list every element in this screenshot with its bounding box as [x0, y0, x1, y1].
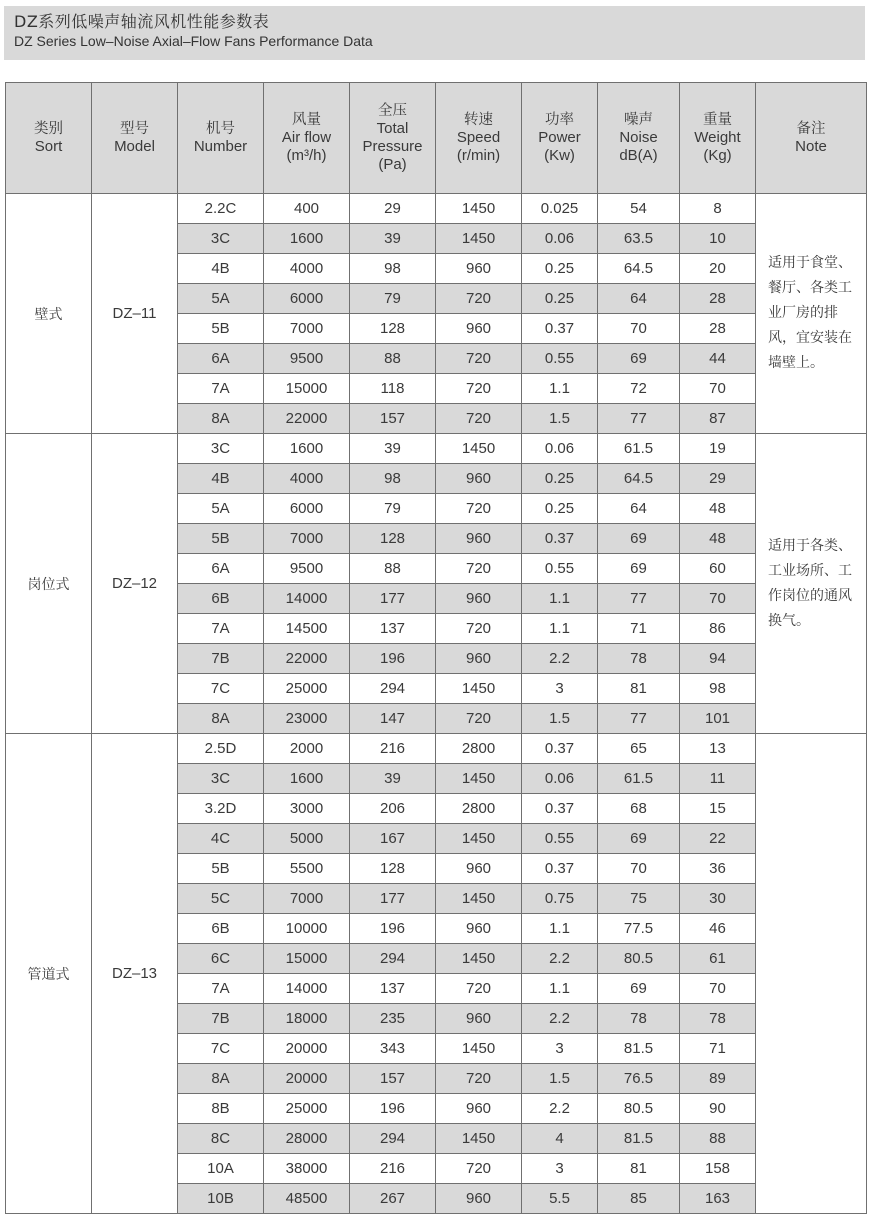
cell-speed: 1450	[436, 674, 522, 704]
cell-number: 5A	[178, 284, 264, 314]
header-model: 型号 Model	[92, 83, 178, 194]
cell-pressure: 39	[350, 764, 436, 794]
cell-power: 0.55	[522, 554, 598, 584]
cell-speed: 720	[436, 404, 522, 434]
cell-speed: 720	[436, 1064, 522, 1094]
cell-weight: 22	[680, 824, 756, 854]
cell-noise: 64.5	[598, 254, 680, 284]
cell-weight: 28	[680, 314, 756, 344]
cell-noise: 64.5	[598, 464, 680, 494]
cell-model: DZ–12	[92, 434, 178, 734]
cell-pressure: 206	[350, 794, 436, 824]
cell-noise: 70	[598, 314, 680, 344]
cell-speed: 1450	[436, 944, 522, 974]
cell-speed: 1450	[436, 764, 522, 794]
cell-pressure: 157	[350, 1064, 436, 1094]
cell-sort: 管道式	[6, 734, 92, 1214]
cell-noise: 69	[598, 554, 680, 584]
cell-number: 5B	[178, 524, 264, 554]
cell-airflow: 9500	[264, 344, 350, 374]
cell-speed: 960	[436, 1004, 522, 1034]
cell-pressure: 137	[350, 614, 436, 644]
cell-pressure: 137	[350, 974, 436, 1004]
cell-number: 7A	[178, 974, 264, 1004]
cell-airflow: 6000	[264, 494, 350, 524]
cell-noise: 77	[598, 704, 680, 734]
cell-noise: 69	[598, 974, 680, 1004]
cell-number: 10A	[178, 1154, 264, 1184]
cell-pressure: 196	[350, 644, 436, 674]
cell-speed: 1450	[436, 434, 522, 464]
cell-pressure: 88	[350, 554, 436, 584]
cell-airflow: 14000	[264, 584, 350, 614]
cell-airflow: 10000	[264, 914, 350, 944]
header-noise: 噪声 Noise dB(A)	[598, 83, 680, 194]
cell-power: 4	[522, 1124, 598, 1154]
cell-weight: 158	[680, 1154, 756, 1184]
cell-pressure: 147	[350, 704, 436, 734]
cell-pressure: 128	[350, 524, 436, 554]
cell-number: 7A	[178, 374, 264, 404]
cell-weight: 70	[680, 584, 756, 614]
cell-pressure: 29	[350, 194, 436, 224]
cell-weight: 46	[680, 914, 756, 944]
cell-speed: 720	[436, 344, 522, 374]
cell-noise: 69	[598, 524, 680, 554]
cell-speed: 960	[436, 644, 522, 674]
cell-power: 1.5	[522, 404, 598, 434]
cell-speed: 1450	[436, 884, 522, 914]
cell-power: 0.25	[522, 284, 598, 314]
cell-speed: 720	[436, 704, 522, 734]
cell-pressure: 39	[350, 224, 436, 254]
cell-weight: 13	[680, 734, 756, 764]
cell-pressure: 98	[350, 464, 436, 494]
cell-pressure: 79	[350, 284, 436, 314]
cell-number: 7B	[178, 644, 264, 674]
cell-speed: 1450	[436, 824, 522, 854]
cell-power: 0.55	[522, 344, 598, 374]
cell-speed: 720	[436, 614, 522, 644]
cell-weight: 28	[680, 284, 756, 314]
cell-note: 适用于食堂、餐厅、各类工业厂房的排风，宜安装在墙壁上。	[756, 194, 867, 434]
cell-power: 1.5	[522, 704, 598, 734]
cell-model: DZ–13	[92, 734, 178, 1214]
cell-speed: 960	[436, 524, 522, 554]
cell-speed: 2800	[436, 734, 522, 764]
cell-speed: 720	[436, 494, 522, 524]
cell-power: 2.2	[522, 944, 598, 974]
cell-power: 0.37	[522, 734, 598, 764]
cell-weight: 89	[680, 1064, 756, 1094]
cell-note: 适用于各类、工业场所、工作岗位的通风换气。	[756, 434, 867, 734]
cell-weight: 30	[680, 884, 756, 914]
cell-number: 3C	[178, 764, 264, 794]
performance-table	[5, 82, 867, 1214]
cell-pressure: 157	[350, 404, 436, 434]
cell-number: 6B	[178, 914, 264, 944]
cell-weight: 70	[680, 974, 756, 1004]
cell-noise: 71	[598, 614, 680, 644]
cell-number: 10B	[178, 1184, 264, 1214]
header-speed: 转速 Speed (r/min)	[436, 83, 522, 194]
cell-pressure: 216	[350, 734, 436, 764]
cell-weight: 20	[680, 254, 756, 284]
cell-number: 5A	[178, 494, 264, 524]
cell-number: 2.2C	[178, 194, 264, 224]
cell-noise: 69	[598, 344, 680, 374]
cell-weight: 44	[680, 344, 756, 374]
cell-pressure: 177	[350, 584, 436, 614]
cell-speed: 960	[436, 584, 522, 614]
cell-noise: 81	[598, 674, 680, 704]
cell-airflow: 7000	[264, 524, 350, 554]
cell-number: 5B	[178, 854, 264, 884]
cell-noise: 63.5	[598, 224, 680, 254]
cell-weight: 163	[680, 1184, 756, 1214]
cell-pressure: 196	[350, 914, 436, 944]
cell-pressure: 216	[350, 1154, 436, 1184]
cell-weight: 78	[680, 1004, 756, 1034]
cell-speed: 720	[436, 974, 522, 1004]
cell-speed: 720	[436, 374, 522, 404]
cell-sort: 岗位式	[6, 434, 92, 734]
title-english: DZ Series Low–Noise Axial–Flow Fans Performance Data	[14, 33, 373, 49]
header-pressure: 全压 Total Pressure (Pa)	[350, 83, 436, 194]
cell-airflow: 400	[264, 194, 350, 224]
cell-noise: 64	[598, 284, 680, 314]
cell-airflow: 9500	[264, 554, 350, 584]
cell-airflow: 2000	[264, 734, 350, 764]
cell-number: 3.2D	[178, 794, 264, 824]
cell-weight: 87	[680, 404, 756, 434]
cell-noise: 81	[598, 1154, 680, 1184]
cell-noise: 54	[598, 194, 680, 224]
cell-note	[756, 734, 867, 1214]
cell-pressure: 267	[350, 1184, 436, 1214]
cell-power: 5.5	[522, 1184, 598, 1214]
cell-speed: 1450	[436, 1034, 522, 1064]
cell-weight: 11	[680, 764, 756, 794]
cell-speed: 960	[436, 854, 522, 884]
cell-airflow: 28000	[264, 1124, 350, 1154]
cell-power: 2.2	[522, 1094, 598, 1124]
cell-airflow: 20000	[264, 1034, 350, 1064]
cell-power: 2.2	[522, 1004, 598, 1034]
cell-power: 3	[522, 1154, 598, 1184]
cell-noise: 65	[598, 734, 680, 764]
cell-airflow: 1600	[264, 224, 350, 254]
cell-noise: 64	[598, 494, 680, 524]
cell-airflow: 14000	[264, 974, 350, 1004]
cell-weight: 101	[680, 704, 756, 734]
cell-number: 8C	[178, 1124, 264, 1154]
header-power: 功率 Power (Kw)	[522, 83, 598, 194]
cell-number: 7C	[178, 1034, 264, 1064]
header-number: 机号 Number	[178, 83, 264, 194]
cell-pressure: 235	[350, 1004, 436, 1034]
cell-pressure: 294	[350, 674, 436, 704]
cell-weight: 19	[680, 434, 756, 464]
cell-number: 4C	[178, 824, 264, 854]
cell-noise: 70	[598, 854, 680, 884]
cell-power: 0.06	[522, 764, 598, 794]
cell-airflow: 23000	[264, 704, 350, 734]
header-airflow: 风量 Air flow (m³/h)	[264, 83, 350, 194]
cell-noise: 77	[598, 584, 680, 614]
cell-model: DZ–11	[92, 194, 178, 434]
cell-power: 0.06	[522, 224, 598, 254]
cell-power: 0.37	[522, 854, 598, 884]
cell-noise: 61.5	[598, 434, 680, 464]
cell-pressure: 88	[350, 344, 436, 374]
cell-airflow: 1600	[264, 434, 350, 464]
cell-weight: 60	[680, 554, 756, 584]
cell-noise: 61.5	[598, 764, 680, 794]
cell-pressure: 167	[350, 824, 436, 854]
header-weight: 重量 Weight (Kg)	[680, 83, 756, 194]
cell-weight: 90	[680, 1094, 756, 1124]
cell-speed: 720	[436, 284, 522, 314]
cell-number: 8A	[178, 1064, 264, 1094]
cell-airflow: 22000	[264, 404, 350, 434]
cell-power: 1.1	[522, 584, 598, 614]
cell-speed: 1450	[436, 1124, 522, 1154]
cell-number: 6A	[178, 344, 264, 374]
cell-number: 2.5D	[178, 734, 264, 764]
cell-pressure: 118	[350, 374, 436, 404]
cell-weight: 10	[680, 224, 756, 254]
cell-noise: 77.5	[598, 914, 680, 944]
header-row	[6, 83, 867, 194]
cell-weight: 61	[680, 944, 756, 974]
cell-weight: 98	[680, 674, 756, 704]
cell-noise: 77	[598, 404, 680, 434]
cell-airflow: 48500	[264, 1184, 350, 1214]
cell-airflow: 38000	[264, 1154, 350, 1184]
cell-power: 1.5	[522, 1064, 598, 1094]
cell-noise: 78	[598, 644, 680, 674]
cell-airflow: 25000	[264, 674, 350, 704]
cell-pressure: 98	[350, 254, 436, 284]
cell-airflow: 14500	[264, 614, 350, 644]
cell-weight: 8	[680, 194, 756, 224]
cell-power: 1.1	[522, 974, 598, 1004]
cell-pressure: 294	[350, 1124, 436, 1154]
header-note: 备注 Note	[756, 83, 867, 194]
cell-weight: 94	[680, 644, 756, 674]
cell-power: 0.25	[522, 464, 598, 494]
cell-airflow: 4000	[264, 464, 350, 494]
cell-airflow: 1600	[264, 764, 350, 794]
cell-noise: 69	[598, 824, 680, 854]
cell-power: 0.75	[522, 884, 598, 914]
cell-number: 3C	[178, 434, 264, 464]
cell-speed: 2800	[436, 794, 522, 824]
cell-power: 3	[522, 674, 598, 704]
cell-speed: 1450	[436, 194, 522, 224]
cell-weight: 70	[680, 374, 756, 404]
cell-number: 8A	[178, 404, 264, 434]
cell-speed: 720	[436, 1154, 522, 1184]
cell-power: 0.06	[522, 434, 598, 464]
cell-noise: 78	[598, 1004, 680, 1034]
cell-airflow: 15000	[264, 374, 350, 404]
cell-noise: 81.5	[598, 1034, 680, 1064]
cell-number: 8B	[178, 1094, 264, 1124]
cell-number: 5C	[178, 884, 264, 914]
cell-speed: 1450	[436, 224, 522, 254]
table-row	[6, 734, 867, 764]
cell-number: 3C	[178, 224, 264, 254]
cell-power: 3	[522, 1034, 598, 1064]
cell-pressure: 128	[350, 854, 436, 884]
cell-sort: 壁式	[6, 194, 92, 434]
cell-airflow: 3000	[264, 794, 350, 824]
cell-speed: 960	[436, 914, 522, 944]
cell-speed: 960	[436, 1184, 522, 1214]
cell-speed: 960	[436, 254, 522, 284]
cell-airflow: 5000	[264, 824, 350, 854]
cell-number: 7A	[178, 614, 264, 644]
cell-weight: 86	[680, 614, 756, 644]
header-sort: 类别 Sort	[6, 83, 92, 194]
cell-airflow: 15000	[264, 944, 350, 974]
cell-number: 7C	[178, 674, 264, 704]
cell-weight: 48	[680, 524, 756, 554]
cell-noise: 76.5	[598, 1064, 680, 1094]
cell-airflow: 4000	[264, 254, 350, 284]
cell-weight: 36	[680, 854, 756, 884]
cell-number: 6B	[178, 584, 264, 614]
title-bar	[4, 6, 865, 60]
cell-power: 1.1	[522, 374, 598, 404]
cell-noise: 72	[598, 374, 680, 404]
cell-pressure: 343	[350, 1034, 436, 1064]
cell-power: 2.2	[522, 644, 598, 674]
cell-number: 6C	[178, 944, 264, 974]
cell-pressure: 177	[350, 884, 436, 914]
cell-power: 0.25	[522, 494, 598, 524]
cell-number: 4B	[178, 464, 264, 494]
cell-noise: 85	[598, 1184, 680, 1214]
cell-number: 5B	[178, 314, 264, 344]
cell-noise: 80.5	[598, 1094, 680, 1124]
cell-airflow: 7000	[264, 314, 350, 344]
cell-pressure: 294	[350, 944, 436, 974]
cell-airflow: 5500	[264, 854, 350, 884]
cell-speed: 960	[436, 1094, 522, 1124]
cell-weight: 15	[680, 794, 756, 824]
cell-power: 0.37	[522, 314, 598, 344]
cell-noise: 80.5	[598, 944, 680, 974]
cell-pressure: 196	[350, 1094, 436, 1124]
cell-pressure: 128	[350, 314, 436, 344]
cell-power: 0.25	[522, 254, 598, 284]
cell-airflow: 6000	[264, 284, 350, 314]
cell-noise: 75	[598, 884, 680, 914]
table-row	[6, 434, 867, 464]
cell-weight: 71	[680, 1034, 756, 1064]
cell-speed: 960	[436, 314, 522, 344]
cell-airflow: 7000	[264, 884, 350, 914]
table-row	[6, 194, 867, 224]
cell-noise: 81.5	[598, 1124, 680, 1154]
cell-weight: 29	[680, 464, 756, 494]
cell-speed: 960	[436, 464, 522, 494]
table-body	[6, 194, 867, 1214]
cell-pressure: 79	[350, 494, 436, 524]
cell-number: 7B	[178, 1004, 264, 1034]
title-chinese: DZ系列低噪声轴流风机性能参数表	[14, 12, 270, 31]
cell-weight: 48	[680, 494, 756, 524]
cell-power: 1.1	[522, 914, 598, 944]
cell-speed: 720	[436, 554, 522, 584]
cell-power: 0.37	[522, 794, 598, 824]
cell-airflow: 20000	[264, 1064, 350, 1094]
cell-power: 0.025	[522, 194, 598, 224]
cell-airflow: 22000	[264, 644, 350, 674]
cell-power: 1.1	[522, 614, 598, 644]
cell-airflow: 25000	[264, 1094, 350, 1124]
cell-number: 6A	[178, 554, 264, 584]
cell-pressure: 39	[350, 434, 436, 464]
cell-number: 8A	[178, 704, 264, 734]
cell-power: 0.55	[522, 824, 598, 854]
cell-airflow: 18000	[264, 1004, 350, 1034]
cell-number: 4B	[178, 254, 264, 284]
cell-noise: 68	[598, 794, 680, 824]
cell-weight: 88	[680, 1124, 756, 1154]
cell-power: 0.37	[522, 524, 598, 554]
